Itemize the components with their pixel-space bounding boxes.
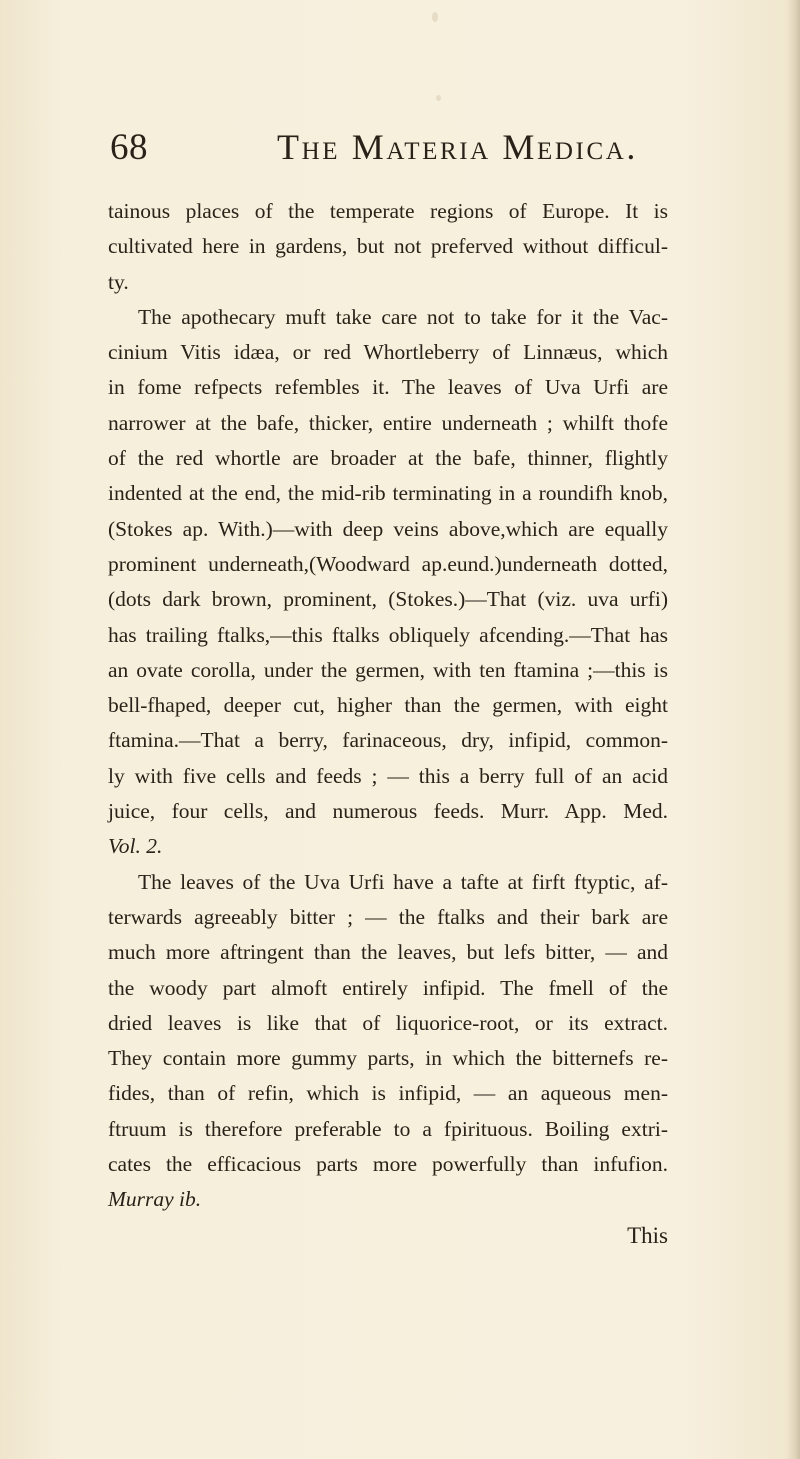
text-line: cates the efficacious parts more powerfully than infufion. (108, 1152, 668, 1177)
text-line: an ovate corolla, under the germen, with ten ftamina ;—this is (108, 657, 668, 682)
text-line: juice, four cells, and numerous feeds. Murr. App. Med. (108, 799, 668, 824)
text-line: dried leaves is like that of liquorice-root, or its extract. (108, 1010, 668, 1035)
text-line: cinium Vitis idæa, or red Whortleberry of Linnæus, which (108, 340, 668, 365)
text-line: (dots dark brown, prominent, (Stokes.)—That (viz. uva urfi) (108, 587, 668, 612)
text-line: indented at the end, the mid-rib terminating in a roundifh knob, (108, 481, 668, 506)
text-line: has trailing ftalks,—this ftalks obliquely afcending.—That has (108, 622, 668, 647)
text-line: fides, than of refin, which is infipid, — an aqueous men- (108, 1081, 668, 1106)
text-line: ly with five cells and feeds ; — this a berry full of an acid (108, 763, 668, 788)
text-line: ftamina.—That a berry, farinaceous, dry, infipid, common- (108, 728, 668, 753)
text-line: narrower at the bafe, thicker, entire underneath ; whilft thofe (108, 410, 668, 435)
text-line: in fome refpects refembles it. The leaves of Uva Urfi are (108, 375, 668, 400)
text-line: Murray ib. (108, 1187, 202, 1212)
text-line: of the red whortle are broader at the bafe, thinner, flightly (108, 446, 668, 471)
text-line: They contain more gummy parts, in which the bitternefs re- (108, 1046, 668, 1071)
text-line: Vol. 2. (108, 834, 163, 859)
page-edge-shadow (786, 0, 800, 1459)
text-line: prominent underneath,(Woodward ap.eund.)underneath dotted, (108, 551, 668, 576)
text-line: The apothecary muft take care not to take for it the Vac- (138, 304, 668, 329)
text-line: terwards agreeably bitter ; — the ftalks and their bark are (108, 904, 668, 929)
text-line: the woody part almoft entirely infipid. The fmell of the (108, 975, 668, 1000)
body-text (108, 194, 668, 1253)
running-title: The Materia Medica. (277, 127, 638, 167)
text-line: ftruum is therefore preferable to a fpirituous. Boiling extri- (108, 1116, 668, 1141)
text-line: much more aftringent than the leaves, but lefs bitter, — and (108, 940, 668, 965)
page-number: 68 (110, 127, 148, 168)
text-line: bell-fhaped, deeper cut, higher than the germen, with eight (108, 693, 668, 718)
page-header (110, 126, 710, 176)
text-line: cultivated here in gardens, but not preferved without difficul- (108, 234, 668, 259)
text-line: (Stokes ap. With.)—with deep veins above,which are equally (108, 516, 668, 541)
paper-stain (432, 12, 438, 22)
text-line: The leaves of the Uva Urfi have a tafte at firft ftyptic, af- (138, 869, 668, 894)
text-line: ty. (108, 269, 129, 294)
paper-stain (436, 95, 441, 101)
text-line: tainous places of the temperate regions of Europe. It is (108, 199, 668, 223)
catchword: This (627, 1222, 668, 1248)
